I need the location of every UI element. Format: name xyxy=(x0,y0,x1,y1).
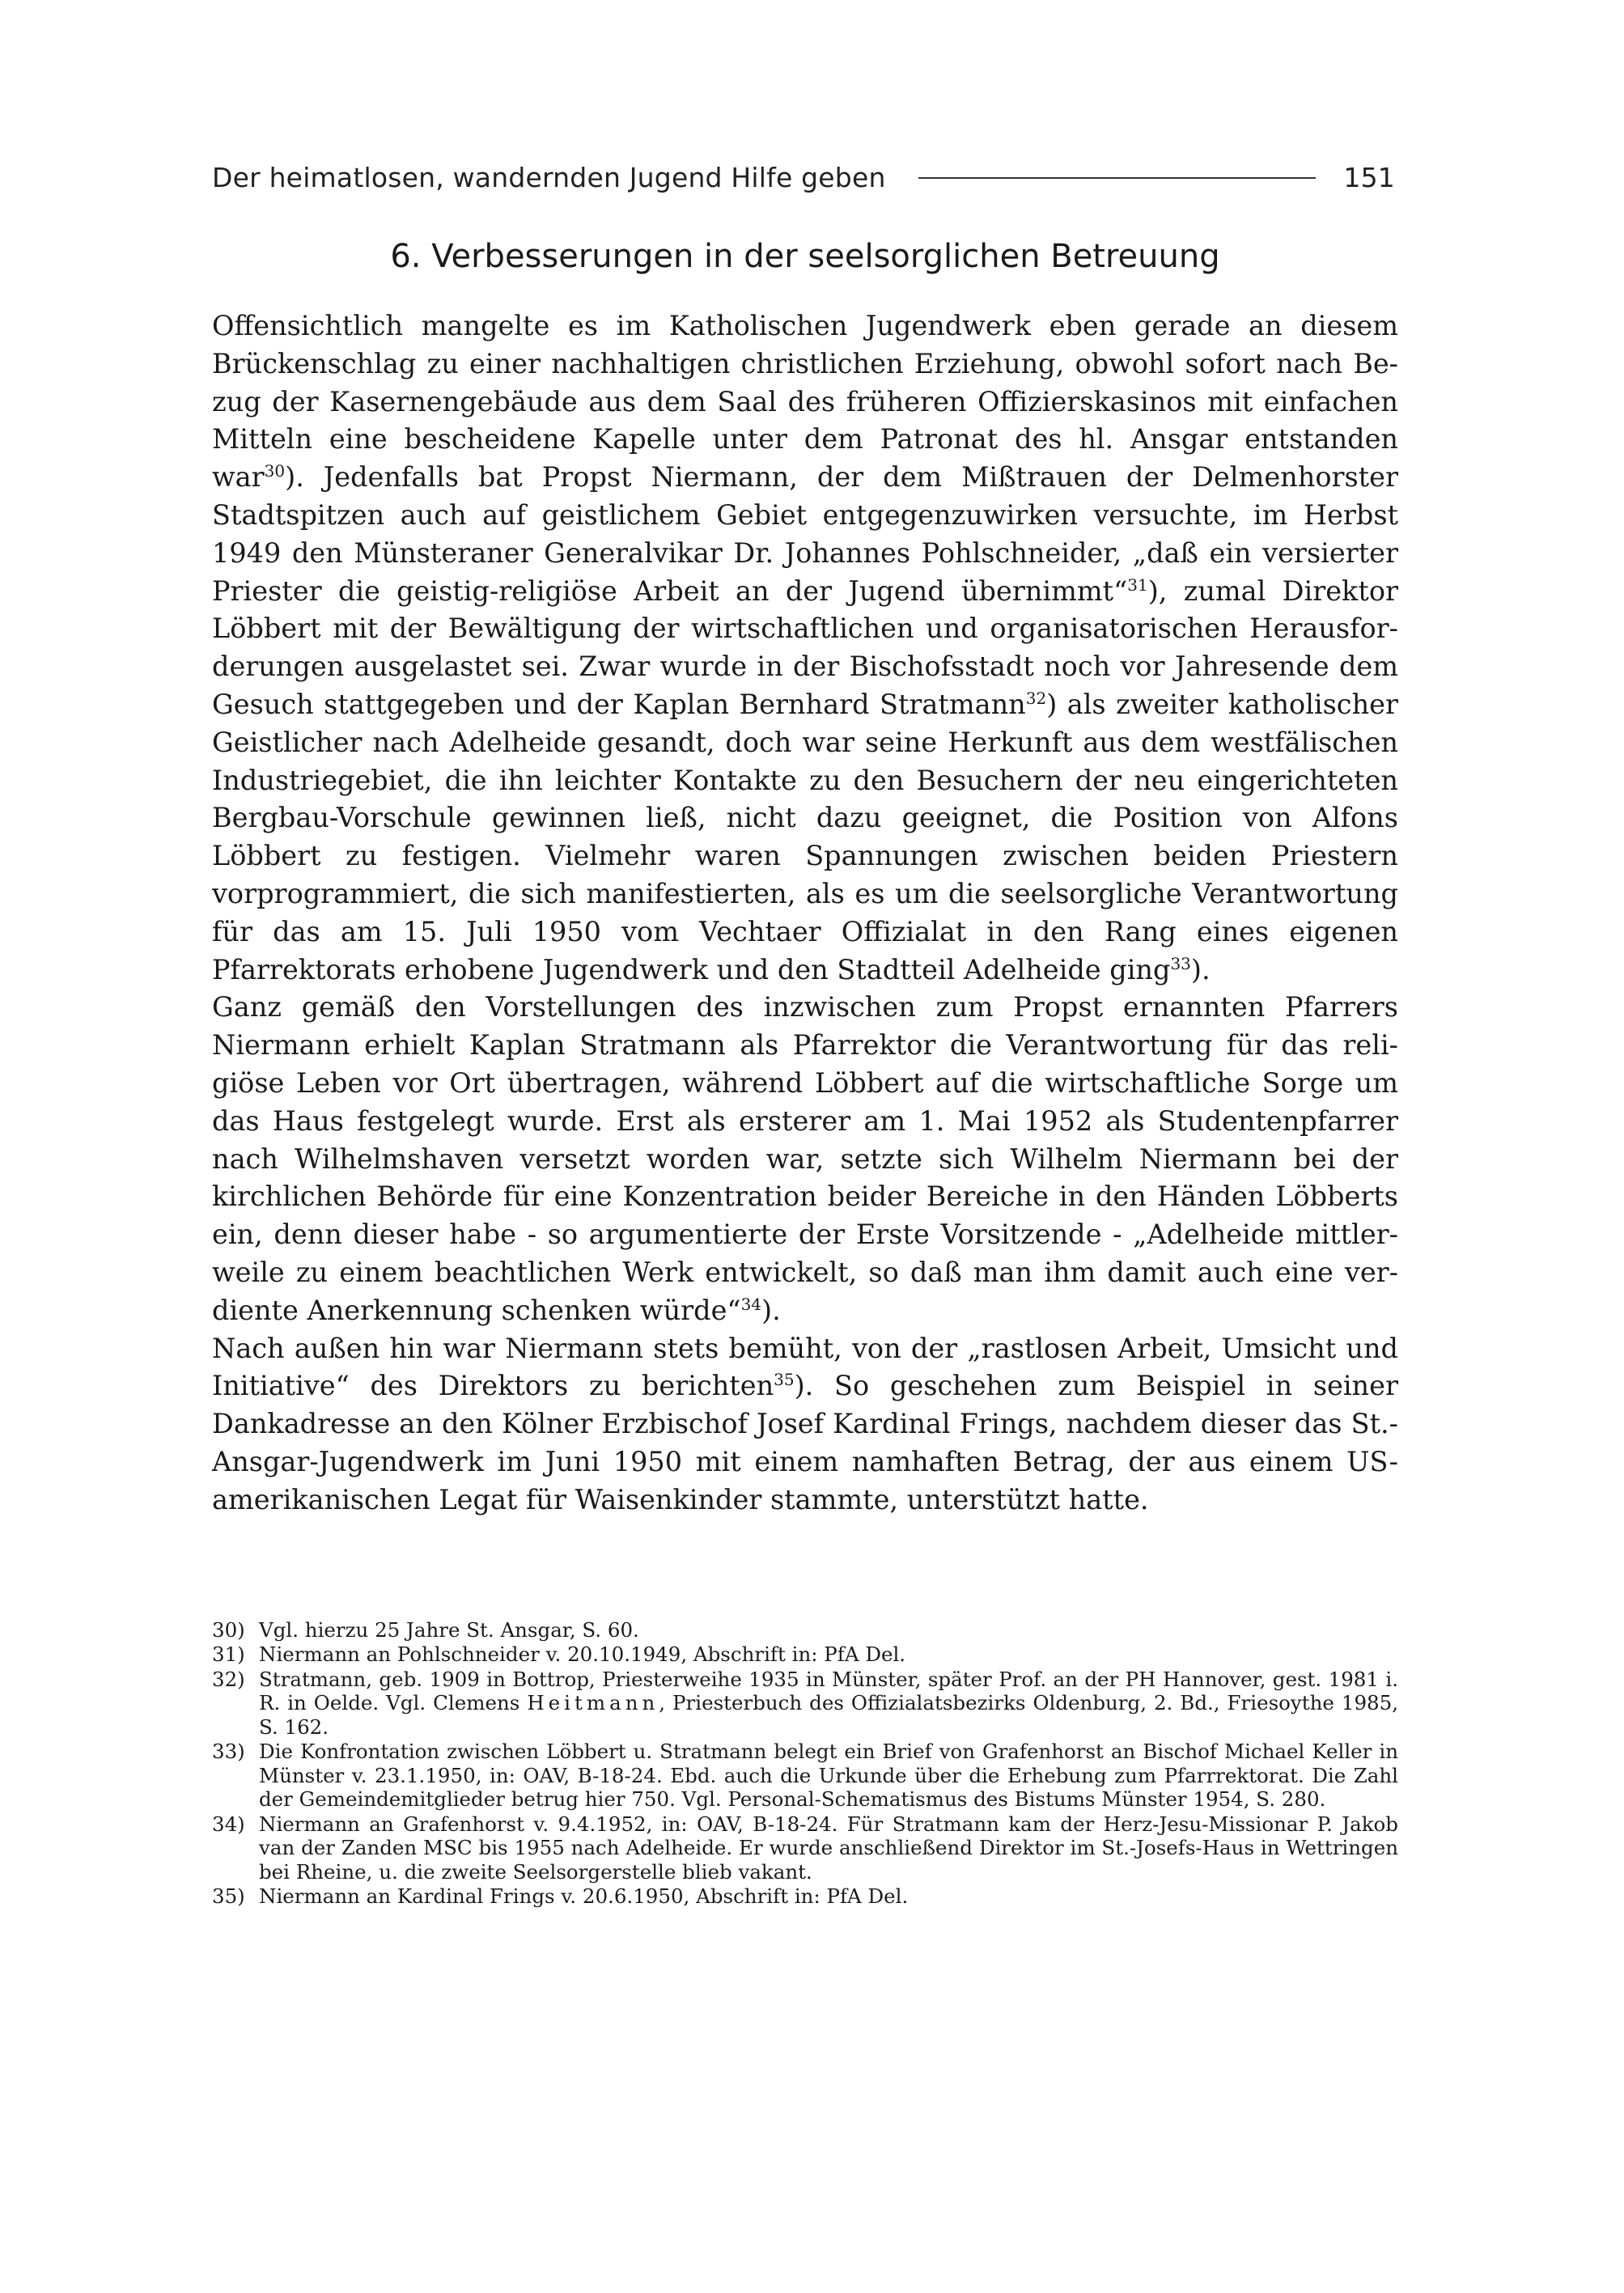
running-title: Der heimatlosen, wandernden Jugend Hilfe geben xyxy=(212,162,886,193)
author-name: Heitmann xyxy=(527,1691,659,1714)
paragraph-2 xyxy=(212,989,1398,1329)
paragraph-text: ) als zweiter katholischer Geistlicher nach Adelheide gesandt, doch war seine Herkunft aus dem westfälischen Industriegebiet, die ihn leichter Kontakte zu den Besuchern der neu eingerichteten Bergbau-Vorschule gewinnen ließ, nicht dazu geeignet, die Position von Alfons Löbbert zu festigen. Vielmehr waren Spannungen zwischen beiden Priestern vorprogrammiert, die sich manifestierten, als es um die seelsorgliche Verantwortung für das am 15. Juli 1950 vom Vechtaer Offizialat in den Rang eines eigenen Pfarrektorats erhobene Jugendwerk und den Stadtteil Adelheide ging xyxy=(212,688,1398,985)
footnote-ref[interactable]: 32 xyxy=(1025,688,1047,708)
footnote-item xyxy=(212,1740,1398,1812)
footnote-item xyxy=(212,1668,1398,1740)
page-number: 151 xyxy=(1343,162,1395,193)
footnote-item xyxy=(212,1618,1398,1642)
footnote-text: Niermann an Pohlschneider v. 20.10.1949, Abschrift in: PfA Del. xyxy=(259,1642,906,1666)
footnote-number: 35) xyxy=(212,1884,245,1908)
header-rule xyxy=(918,177,1317,179)
footnote-item xyxy=(212,1812,1398,1884)
footnote-ref[interactable]: 35 xyxy=(774,1370,795,1390)
footnote-number: 32) xyxy=(212,1667,245,1691)
footnote-number: 33) xyxy=(212,1740,245,1763)
paragraph-text: ). Jedenfalls bat Propst Niermann, der dem Mißtrauen der Delmenhorster Stadtspitzen auch auf geistlichem Gebiet entgegenzuwirken versuchte, im Herbst 1949 den Münsteraner Generalvikar Dr. Johannes Pohlschneider, „daß ein versierter Priester die geistig-religiöse Arbeit an der Jugend übernimmt“ xyxy=(212,461,1398,607)
footnote-item xyxy=(212,1642,1398,1667)
paragraph-text: Offensichtlich mangelte es im Katholischen Jugendwerk eben gerade an diesem Brückenschlag zu einer nachhaltigen christlichen Erziehung, obwohl sofort nach Bezug der Kasernengebäude aus dem Saal des früheren Offizierskasinos mit einfachen Mitteln eine bescheidene Kapelle unter dem Patronat des hl. Ansgar entstanden war xyxy=(212,310,1398,494)
footnote-text-part: Stratmann, geb. 1909 in Bottrop, Priesterweihe 1935 in Münster, später Prof. an der PH Hannover, gest. 1981 i. R. in Oelde. Vgl. Clemens xyxy=(259,1667,1398,1714)
paragraph-text: Ganz gemäß den Vorstellungen des inzwischen zum Propst ernannten Pfarrers Niermann erhielt Kaplan Stratmann als Pfarrektor die Verantwortung für das religiöse Leben vor Ort übertragen, während Löbbert auf die wirtschaftliche Sorge um das Haus festgelegt wurde. Erst als ersterer am 1. Mai 1952 als Studentenpfarrer nach Wilhelmshaven versetzt worden war, setzte sich Wilhelm Niermann bei der kirchlichen Behörde für eine Konzentration beider Bereiche in den Händen Löbberts ein, denn dieser habe - so argumentierte der Erste Vorsitzende - „Adelheide mittlerweile zu einem beachtlichen Werk entwickelt, so daß man ihm damit auch eine verdiente Anerkennung schenken würde“ xyxy=(212,991,1398,1326)
footnote-ref[interactable]: 30 xyxy=(264,461,286,481)
footnote-number: 30) xyxy=(212,1617,245,1642)
footnote-text-part: , Priesterbuch des Offizialatsbezirks Oldenburg, 2. Bd., Friesoythe 1985, S. 162. xyxy=(259,1691,1399,1739)
footnote-ref[interactable]: 34 xyxy=(740,1294,762,1314)
section-title: 6. Verbesserungen in der seelsorglichen Betreuung xyxy=(390,238,1220,275)
footnote-number: 34) xyxy=(212,1812,245,1836)
footnote-text: Die Konfrontation zwischen Löbbert u. Stratmann belegt ein Brief von Grafenhorst an Bischof Michael Keller in Münster v. 23.1.1950, in: OAV, B-18-24. Ebd. auch die Urkunde über die Erhebung zum Pfarrrektorat. Die Zahl der Gemeindemitglieder betrug hier 750. Vgl. Personal-Schematismus des Bistums Münster 1954, S. 280. xyxy=(259,1740,1398,1811)
paragraph-1 xyxy=(212,307,1398,989)
footnote-ref[interactable]: 33 xyxy=(1170,953,1191,973)
paragraph-text: ), zumal Direktor Löbbert mit der Bewältigung der wirtschaftlichen und organisatorischen Herausforderungen ausgelastet sei. Zwar wurde in der Bischofsstadt noch vor Jahresende dem Gesuch stattgegeben und der Kaplan Bernhard Stratmann xyxy=(212,574,1398,720)
footnote-text xyxy=(259,1668,1398,1740)
footnote-text: Niermann an Grafenhorst v. 9.4.1952, in: OAV, B-18-24. Für Stratmann kam der Herz-Jesu-Missionar P. Jakob van der Zanden MSC bis 1955 nach Adelheide. Er wurde anschließend Direktor im St.-Josefs-Haus in Wettringen bei Rheine, u. die zweite Seelsorgerstelle blieb vakant. xyxy=(259,1812,1398,1884)
footnote-item xyxy=(212,1884,1398,1909)
footnote-number: 31) xyxy=(212,1642,245,1666)
footnote-text: Vgl. hierzu 25 Jahre St. Ansgar, S. 60. xyxy=(259,1617,639,1642)
running-head xyxy=(212,162,1398,193)
paragraph-text: Nach außen hin war Niermann stets bemüht, von der „rastlosen Arbeit, Umsicht und Initiative“ des Direktors zu berichten xyxy=(212,1332,1398,1402)
paragraph-text: ). xyxy=(761,1294,781,1326)
body-text xyxy=(212,307,1398,1519)
paragraph-text: ). xyxy=(1190,953,1211,985)
footnotes xyxy=(212,1618,1398,1909)
footnote-text: Niermann an Kardinal Frings v. 20.6.1950, Abschrift in: PfA Del. xyxy=(259,1884,909,1908)
paragraph-3 xyxy=(212,1330,1398,1519)
footnote-ref[interactable]: 31 xyxy=(1127,574,1148,595)
page xyxy=(212,162,1398,1909)
paragraph-text: ). So geschehen zum Beispiel in seiner Dankadresse an den Kölner Erzbischof Josef Kardinal Frings, nachdem dieser das St.-Ansgar-Jugendwerk im Juni 1950 mit einem namhaften Betrag, der aus einem US-amerikanischen Legat für Waisenkinder stammte, unterstützt hatte. xyxy=(212,1370,1398,1515)
